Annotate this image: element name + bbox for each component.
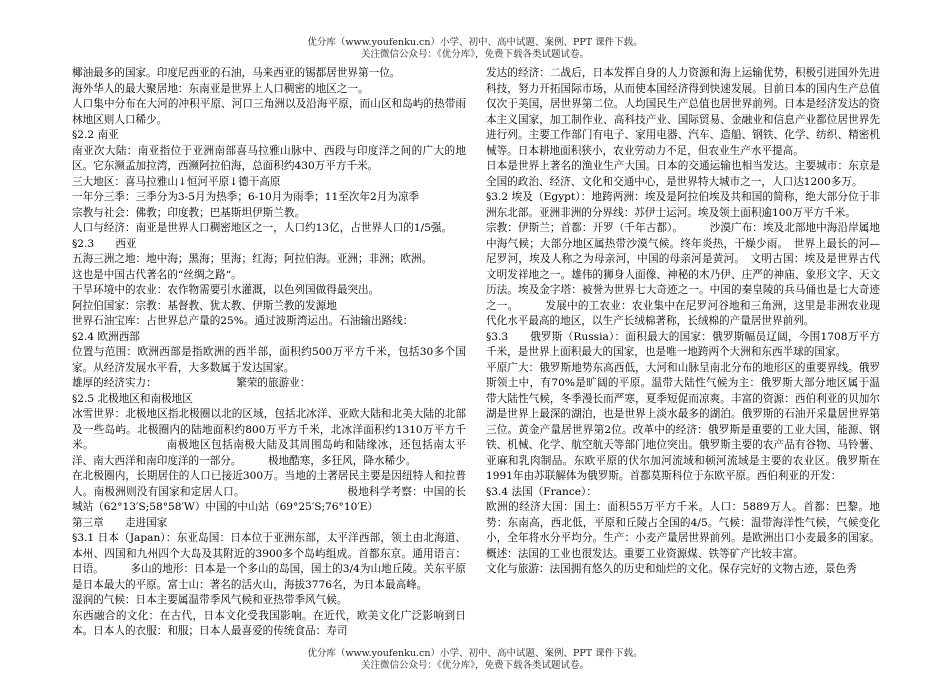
left-paragraph: 人口集中分布在大河的冲积平原、河口三角洲以及沿海平原，而山区和岛屿的热带雨林地区则人口稀少。 <box>72 98 466 126</box>
left-paragraph: 东西融合的文化：在古代，日本文化受我国影响。在近代，欧美文化广泛影响到日本。日本人的衣服：和服；日本人最喜爱的传统食品：寿司 <box>72 609 466 637</box>
left-paragraph: 阿拉伯国家：宗教：基督教、犹太教、伊斯兰教的发源地 <box>72 299 337 312</box>
left-paragraph: 海外华人的最大聚居地：东南亚是世界上人口稠密的地区之一。 <box>72 82 369 95</box>
section-heading: §2.5 北极地区和南极地区 <box>72 392 193 405</box>
section-heading: §3.4 法国（France）： <box>486 485 597 498</box>
left-paragraph: 宗教与社会：佛教；印度教；巴基斯坦伊斯兰教。 <box>72 206 306 219</box>
section-heading: §2.4 欧洲西部 <box>72 330 140 343</box>
right-paragraph: 宗教：伊斯兰；首都：开罗（千年古都）。 沙漠广布：埃及北部地中海沿岸属地中海气候；大部分地区属热带沙漠气候。终年炎热，干燥少雨。 世界上最长的河—尼罗河，埃及人称之为母亲河，中国的母亲河是黄河。 文明古国：埃及是世界古代文明发祥地之一。雄伟的狮身人面像、神秘的木乃伊、庄严的神庙、象形文字、天文历法。埃及金字塔：被誉为世界七大奇迹之一。中国的秦皇陵的兵马俑也是七大奇迹之一。 发展中的工农业：农业集中在尼罗河谷地和三角洲，这里是非洲农业现代化水平最高的地区，以生产长绒棉著称，长绒棉的产量居世界前列。 <box>486 222 880 327</box>
left-paragraph: 南亚次大陆：南亚指位于亚洲南部喜马拉雅山脉中、西段与印度洋之间的广大的地区。它东濒孟加拉湾，西濒阿拉伯海，总面积约430万平方千米。 <box>72 144 466 172</box>
left-paragraph: 一年分三季：三季分为3-5月为热季；6-10月为雨季；11至次年2月为凉季 <box>72 191 420 203</box>
left-paragraph: 湿润的气候：日本主要属温带季风气候和亚热带季风气候。 <box>72 594 348 606</box>
left-column <box>72 66 466 646</box>
right-paragraph: §3.2 埃及（Egypt）：地跨两洲：埃及是阿拉伯埃及共和国的简称，绝大部分位于非洲东北部。亚洲非洲的分界线：苏伊士运河。埃及领土面积逾100万平方千米。 <box>486 191 880 219</box>
left-paragraph: 椰油最多的国家。印度尼西亚的石油，马来西亚的锡都居世界第一位。 <box>72 67 401 79</box>
left-paragraph: 冰雪世界：北极地区指北极圈以北的区域，包括北冰洋、亚欧大陆和北美大陆的北部及一些岛屿。北极圈内的陆地面积约800万平方千米，北冰洋面积约1310万平方千米。 南极地区包括南极大陆及其周围岛屿和陆缘冰，还包括南太平洋、南大西洋和南印度洋的一部分。 极地酷寒，多狂风，降水稀少。 <box>72 408 466 467</box>
header-line-2: 关注微信公众号：《优分库》，免费下载各类试题试卷。 <box>360 49 589 60</box>
left-paragraph: 这也是中国古代著名的“丝绸之路“。 <box>72 268 242 281</box>
right-paragraph: 日本是世界上著名的渔业生产大国。日本的交通运输也相当发达。主要城市：东京是全国的政治、经济、文化和交通中心，是世界特大城市之一，人口达1200多万。 <box>486 160 880 188</box>
left-paragraph: 五海三洲之地：地中海；黑海；里海；红海；阿拉伯海。亚洲；非洲；欧洲。 <box>72 253 433 265</box>
right-paragraph: 平原广大：俄罗斯地势东高西低，大河和山脉呈南北分布的地形区的重要界线。俄罗斯领土中，有70%是旷阔的平原。温带大陆性气候为主：俄罗斯大部分地区属于温带大陆性气候，冬季漫长而严寒，夏季短促而凉爽。丰富的资源：西伯利亚的贝加尔湖是世界上最深的湖泊，也是世界上淡水最多的湖泊。俄罗斯的石油开采量居世界第三位。黄金产量居世界第2位。改革中的经济：俄罗斯是重要的工业大国，能源、钢铁、机械、化学、航空航天等部门地位突出。俄罗斯主要的农产品有谷物、马铃薯、亚麻和乳肉制品。东欧平原的伏尔加河流域和顿河流域是主要的农业区。俄罗斯在1991年由苏联解体为俄罗斯。首都莫斯科位于东欧平原。西伯利亚的开发： <box>486 361 880 482</box>
left-paragraph: 雄厚的经济实力： 繁荣的旅游业： <box>72 377 311 389</box>
header-line-1: 优分库（www.youfenku.cn）小学、初中、高中试题、案例、PPT 课件下载。 <box>307 37 643 48</box>
left-paragraph: §3.1 日本（Japan）：东亚岛国：日本位于亚洲东部，太平洋西部，领土由北海道、本州、四国和九州四个大岛及其附近的3900多个岛屿组成。首都东京。通用语言：日语。 多山的地形：日本是一个多山的岛国，国土的3/4为山地丘陵。关东平原是日本最大的平原。富士山：著名的活火山，海拔3776名，为日本最高峰。 <box>72 532 466 591</box>
right-paragraph: §3.3 俄罗斯（Russia）：面积最大的国家：俄罗斯幅员辽阔，今围1708万平方千米，是世界上面积最大的国家，也是唯一地跨两个大洲和东西半球的国家。 <box>486 330 880 358</box>
left-paragraph: 三大地区：喜马拉雅山↓恒河平原↓德干高原 <box>72 175 281 188</box>
page-footer <box>0 648 950 672</box>
section-heading: §2.2 南亚 <box>72 129 119 141</box>
left-paragraph: 人口与经济：南亚是世界人口稠密地区之一，人口约13亿，占世界人口的1/5强。 <box>72 222 453 234</box>
right-column <box>486 66 880 646</box>
left-paragraph: 在北极圈内，长期居住的人口已接近300万。当地的土著居民主要是因纽特人和拉普人。南极洲则没有国家和定居人口。 极地科学考察：中国的长城站（62°13′S;58°58′W）中国的中山站（69°25′S;76°10′E） <box>72 470 466 513</box>
page-header <box>0 37 950 61</box>
footer-line-2: 关注微信公众号：《优分库》，免费下载各类试题试卷。 <box>360 660 589 671</box>
right-paragraph: 发达的经济：二战后，日本发挥自身的人力资源和海上运输优势，积极引进国外先进科技，努力开拓国际市场，从而使本国经济得到快速发展。目前日本的国内生产总值仅次于美国，居世界第二位。人均国民生产总值也居世界前列。日本是经济发达的资本主义国家，加工制作业、高科技产业、国际贸易、金融业和信息产业都位居世界先进行列。主要工作部门有电子、家用电器、汽车、造船、钢铁、化学、纺织、精密机械等。日本耕地面积狭小，农业劳动力不足，但农业生产水平提高。 <box>486 67 880 157</box>
left-paragraph: 世界石油宝库：占世界总产量的25%。通过波斯湾运出。石油输出路线： <box>72 315 414 327</box>
footer-line-1: 优分库（www.youfenku.cn）小学、初中、高中试题、案例、PPT 课件下载。 <box>307 648 643 659</box>
right-paragraph: 欧洲的经济大国：国土：面积55万平方千米。人口：5889万人。首都：巴黎。地势：东南高，西北低，平原和丘陵占全国的4/5。气候：温带海洋性气候，气候变化小，全年将水分平均分。生产：小麦产量居世界前列。是欧洲出口小麦最多的国家。概述：法国的工业也很发达。重要工业资源煤、铁等矿产比较丰富。 <box>486 501 880 560</box>
left-paragraph: 干旱环境中的农业：农作物需要引水灌溉，以色列国做得最突出。 <box>72 284 380 296</box>
right-paragraph: 文化与旅游：法国拥有悠久的历史和灿烂的文化。保存完好的文物古迹，景色秀 <box>486 563 857 575</box>
left-paragraph: 位置与范围：欧洲西部是指欧洲的西半部，面积约500万平方千米，包括30多个国家。从经济发展水平看，大多数属于发达国家。 <box>72 346 466 374</box>
chapter-heading: 第三章 走进国家 <box>72 516 168 529</box>
section-heading: §2.3 西亚 <box>72 237 137 250</box>
